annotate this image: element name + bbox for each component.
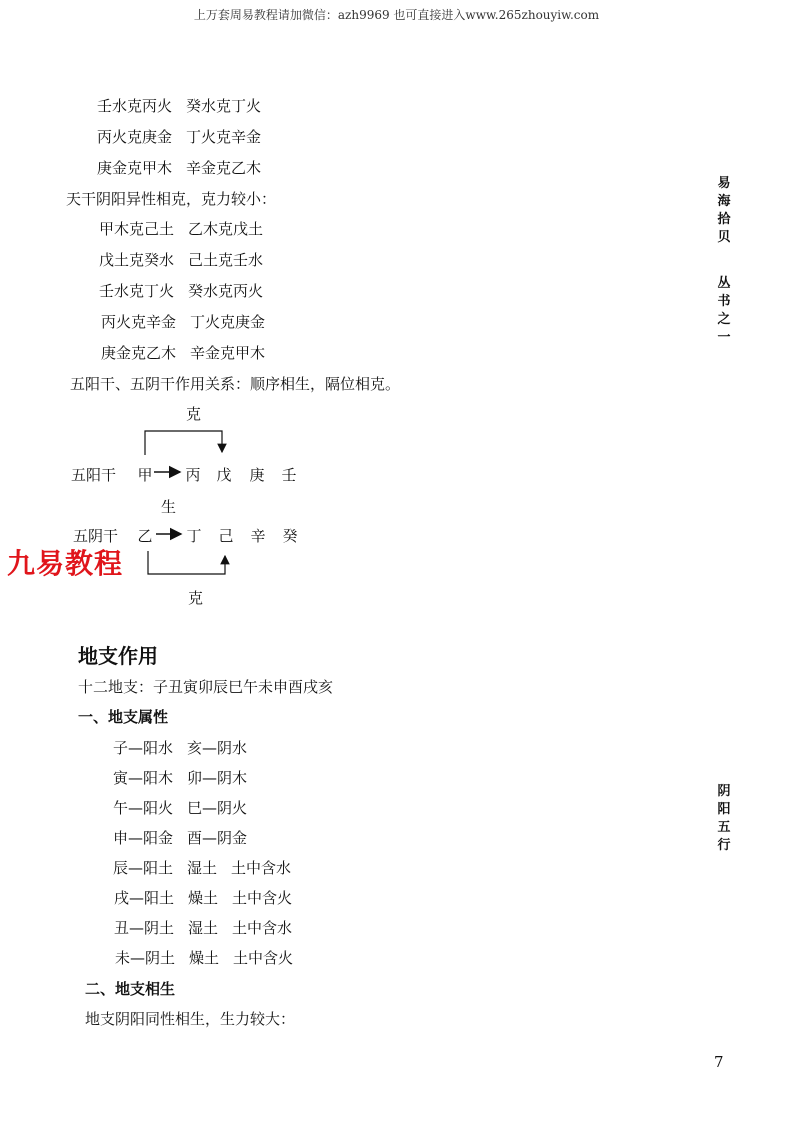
vertical-char: 拾 [717, 212, 731, 227]
attr-a: 戌—阳土 [114, 889, 175, 907]
pair-right: 丁火克庚金 [190, 313, 266, 331]
yang-stem: 壬 [281, 466, 297, 484]
yang-label: 五阳干 [71, 466, 117, 484]
vertical-char: 阳 [717, 802, 731, 817]
attr-c: 土中含火 [233, 949, 294, 967]
vertical-char: 阴 [717, 784, 731, 799]
pair-left: 戊土克癸水 [99, 251, 175, 269]
yin-stem: 乙 [137, 527, 153, 545]
branch-attribute-row [115, 947, 293, 968]
branch-attribute-row [114, 917, 292, 938]
pair-left: 庚金克乙木 [101, 344, 177, 362]
series-subtitle-vertical [714, 275, 734, 347]
chapter-title-vertical [714, 783, 734, 855]
pair-right: 辛金克甲木 [190, 344, 266, 362]
pair-left: 丙火克庚金 [97, 128, 173, 146]
vertical-char: 海 [717, 194, 731, 209]
attr-a: 未—阴土 [115, 949, 176, 967]
top-ke-label: 克 [186, 405, 202, 423]
pair-right: 癸水克丙火 [188, 282, 264, 300]
yin-label: 五阴干 [73, 527, 119, 545]
subsection-title: 一、地支属性 [78, 708, 169, 726]
yin-stem: 己 [218, 527, 234, 545]
branch-attribute-row [113, 767, 247, 788]
branch-attribute-row [113, 797, 247, 818]
watermark-logo: 九易教程 [7, 547, 124, 580]
branch-attribute-row [113, 737, 247, 758]
yang-stem: 丙 [185, 466, 201, 484]
pair-left: 庚金克甲木 [97, 159, 173, 177]
attr-b: 燥土 [188, 889, 219, 907]
branch-attribute-row [113, 857, 291, 878]
vertical-char: 之 [717, 312, 731, 327]
yang-stem: 庚 [249, 466, 265, 484]
pair-left: 壬水克丁火 [99, 282, 175, 300]
pair-right: 癸水克丁火 [186, 97, 262, 115]
vertical-char: 书 [717, 294, 731, 309]
vertical-char: 行 [717, 838, 731, 853]
pair-left: 壬水克丙火 [97, 97, 173, 115]
diff-sex-intro: 天干阴阳异性相克，克力较小： [66, 190, 277, 208]
attr-a: 子—阳水 [113, 739, 174, 757]
attr-b: 酉—阴金 [187, 829, 248, 847]
bottom-ke-label: 克 [188, 589, 204, 607]
attr-a: 丑—阴土 [114, 919, 175, 937]
attr-a: 申—阳金 [113, 829, 174, 847]
vertical-char: 易 [717, 176, 731, 191]
pair-right: 乙木克戊土 [188, 220, 264, 238]
branch-attribute-row [113, 827, 247, 848]
vertical-char: 贝 [717, 230, 731, 245]
bottom-ke-bracket [148, 551, 225, 574]
yang-stem: 甲 [137, 466, 153, 484]
branch-attribute-row [114, 887, 292, 908]
yin-stem: 辛 [250, 527, 266, 545]
yin-stem: 癸 [282, 527, 298, 545]
vertical-char: 一 [717, 330, 731, 345]
pair-right: 辛金克乙木 [186, 159, 262, 177]
attr-c: 土中含水 [231, 859, 292, 877]
attr-a: 辰—阳土 [113, 859, 174, 877]
pair-left: 甲木克己土 [99, 220, 175, 238]
twelve-branches: 十二地支：子丑寅卯辰巳午未申酉戌亥 [78, 678, 334, 696]
attr-a: 寅—阳木 [113, 769, 174, 787]
attr-b: 巳—阴火 [187, 799, 248, 817]
attr-a: 午—阳火 [113, 799, 174, 817]
attr-b: 燥土 [189, 949, 220, 967]
attr-b: 亥—阴水 [187, 739, 248, 757]
attr-c: 土中含水 [232, 919, 293, 937]
sheng-intro: 地支阴阳同性相生，生力较大： [85, 1010, 296, 1028]
page-header: 上万套周易教程请加微信：azh9969 也可直接进入www.265zhouyiw.com [193, 8, 600, 22]
page-number: 7 [714, 1053, 724, 1071]
pair-right: 己土克壬水 [188, 251, 264, 269]
vertical-char: 丛 [717, 276, 731, 291]
pair-left: 丙火克辛金 [101, 313, 177, 331]
series-title-vertical [714, 175, 734, 247]
vertical-char: 五 [717, 820, 731, 835]
attr-c: 土中含火 [232, 889, 293, 907]
section-heading: 地支作用 [78, 644, 158, 668]
pair-right: 丁火克辛金 [186, 128, 262, 146]
subsection-title: 二、地支相生 [85, 980, 176, 998]
top-ke-bracket [145, 431, 222, 455]
yang-stem: 戊 [216, 466, 232, 484]
relation-text: 五阳干、五阴干作用关系：顺序相生，隔位相克。 [70, 375, 401, 393]
sheng-label: 生 [161, 498, 177, 516]
yin-stem: 丁 [186, 527, 202, 545]
attr-b: 湿土 [187, 859, 218, 877]
attr-b: 湿土 [188, 919, 219, 937]
attr-b: 卯—阴木 [187, 769, 248, 787]
